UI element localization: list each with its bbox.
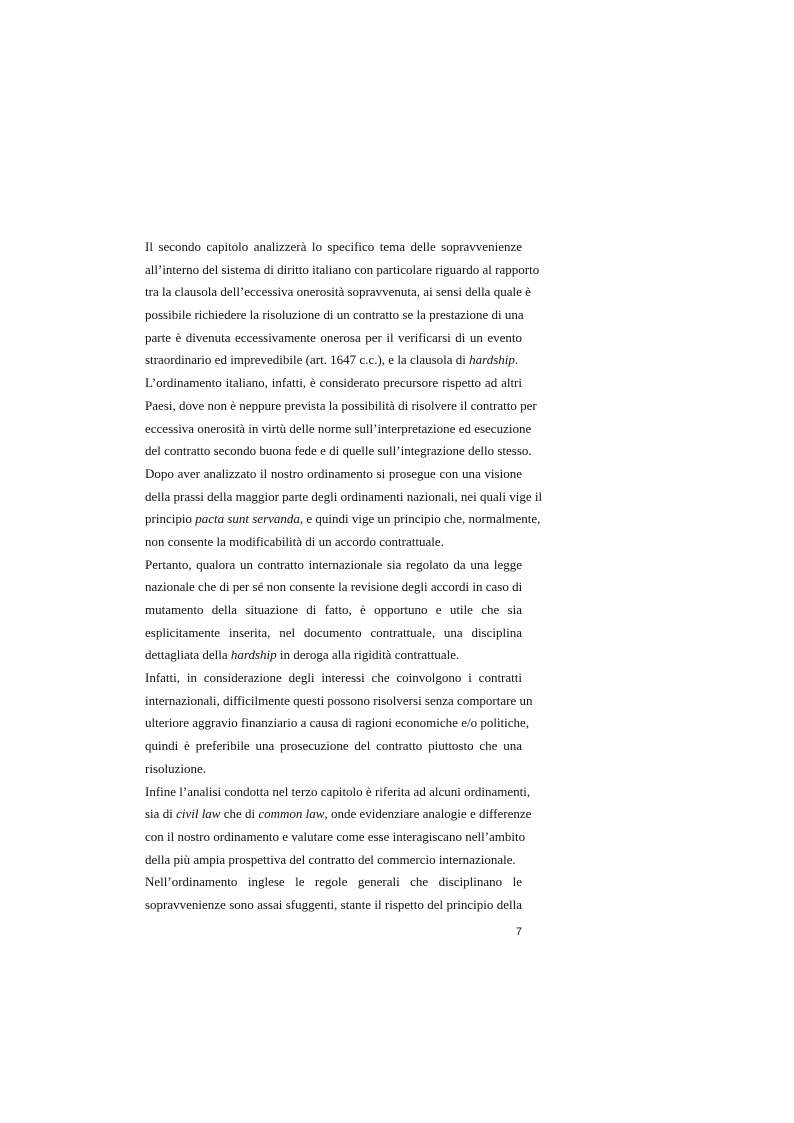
- text-segment: quindi è preferibile una prosecuzione del contratto piuttosto che una: [145, 738, 522, 754]
- text-segment: nazionale che di per sé non consente la revisione degli accordi in caso di: [145, 579, 523, 595]
- text-segment: sia di: [145, 806, 177, 822]
- text-line: [145, 894, 522, 917]
- text-line: [145, 803, 532, 826]
- text-line: [145, 281, 531, 304]
- italic-text-segment: civil law: [176, 806, 221, 822]
- text-segment: .: [514, 352, 519, 368]
- text-line: [145, 486, 543, 509]
- text-line: [145, 781, 531, 804]
- text-segment: parte è divenuta eccessivamente onerosa per il verificarsi di un evento: [145, 329, 522, 345]
- text-segment: risoluzione.: [145, 760, 207, 776]
- text-line: [145, 327, 522, 350]
- text-segment: tra la clausola dell’eccessiva onerosità sopravvenuta, ai sensi della quale è: [145, 284, 531, 300]
- text-line: [145, 349, 522, 372]
- text-line: [145, 576, 522, 599]
- text-line: [145, 372, 522, 395]
- text-segment: mutamento della situazione di fatto, è opportuno e utile che sia: [145, 602, 522, 617]
- text-segment: Paesi, dove non è neppure prevista la possibilità di risolvere il contratto per: [145, 397, 537, 413]
- text-line: [145, 554, 522, 577]
- text-segment: principio: [145, 511, 196, 527]
- text-segment: possibile richiedere la risoluzione di un contratto se la prestazione di una: [145, 307, 524, 323]
- text-segment: ulteriore aggravio finanziario a causa di ragioni economiche e/o politiche,: [145, 715, 530, 731]
- text-line: [145, 236, 522, 259]
- text-segment: internazionali, difficilmente questi possono risolversi senza comportare un: [145, 692, 533, 708]
- text-segment: Il secondo capitolo analizzerà lo specifico tema delle sopravvenienze: [145, 239, 522, 254]
- text-segment: , e quindi vige un principio che, normalmente,: [299, 511, 541, 527]
- body-text: [145, 236, 543, 917]
- text-segment: sopravvenienze sono assai sfuggenti, stante il rispetto del principio della: [145, 896, 522, 912]
- text-line: [145, 508, 541, 531]
- text-line: [145, 667, 522, 690]
- text-segment: Dopo aver analizzato il nostro ordinamento si prosegue con una visione: [145, 465, 522, 481]
- text-line: [145, 871, 522, 894]
- page-number: 7: [515, 926, 522, 938]
- italic-text-segment: common law: [258, 806, 325, 822]
- text-line: [145, 599, 522, 622]
- text-line: [145, 395, 537, 418]
- italic-text-segment: hardship: [230, 647, 277, 663]
- text-segment: straordinario ed imprevedibile (art. 1647 c.c.), e la clausola di: [145, 352, 470, 368]
- text-line: [145, 826, 526, 849]
- text-segment: Pertanto, qualora un contratto internazionale sia regolato da una legge: [145, 556, 522, 572]
- text-segment: che di: [220, 806, 259, 822]
- text-line: [145, 304, 522, 327]
- text-segment: del contratto secondo buona fede e di quelle sull’integrazione dello stesso.: [145, 443, 532, 459]
- text-line: [145, 440, 532, 463]
- text-line: [145, 758, 522, 781]
- text-line: [145, 622, 522, 645]
- text-line: [145, 463, 522, 486]
- text-segment: della prassi della maggior parte degli ordinamenti nazionali, nei quali vige il: [145, 488, 543, 504]
- italic-text-segment: pacta sunt servanda: [195, 511, 300, 527]
- text-segment: non consente la modificabilità di un accordo contrattuale.: [145, 533, 444, 549]
- text-segment: L’ordinamento italiano, infatti, è considerato precursore rispetto ad altri: [145, 375, 522, 391]
- text-segment: Infatti, in considerazione degli interessi che coinvolgono i contratti: [145, 670, 522, 686]
- text-segment: in deroga alla rigidità contrattuale.: [276, 647, 460, 663]
- text-line: [145, 644, 522, 667]
- text-segment: dettagliata della: [145, 647, 231, 663]
- text-line: [145, 735, 522, 758]
- text-segment: della più ampia prospettiva del contratto del commercio internazionale.: [145, 851, 516, 867]
- text-segment: all’interno del sistema di diritto italiano con particolare riguardo al rapporto: [145, 261, 540, 277]
- text-line: [145, 418, 532, 441]
- text-segment: con il nostro ordinamento e valutare come esse interagiscano nell’ambito: [145, 828, 526, 844]
- text-segment: , onde evidenziare analogie e differenze: [324, 806, 532, 822]
- text-line: [145, 712, 530, 735]
- italic-text-segment: hardship: [469, 352, 515, 368]
- text-segment: Nell’ordinamento inglese le regole generali che disciplinano le: [145, 874, 522, 890]
- text-line: [145, 259, 540, 282]
- text-segment: eccessiva onerosità in virtù delle norme sull’interpretazione ed esecuzione: [145, 420, 532, 436]
- text-segment: esplicitamente inserita, nel documento contrattuale, una disciplina: [145, 624, 522, 640]
- text-line: [145, 531, 522, 554]
- text-segment: Infine l’analisi condotta nel terzo capitolo è riferita ad alcuni ordinamenti,: [145, 783, 531, 799]
- text-line: [145, 690, 533, 713]
- text-line: [145, 849, 522, 872]
